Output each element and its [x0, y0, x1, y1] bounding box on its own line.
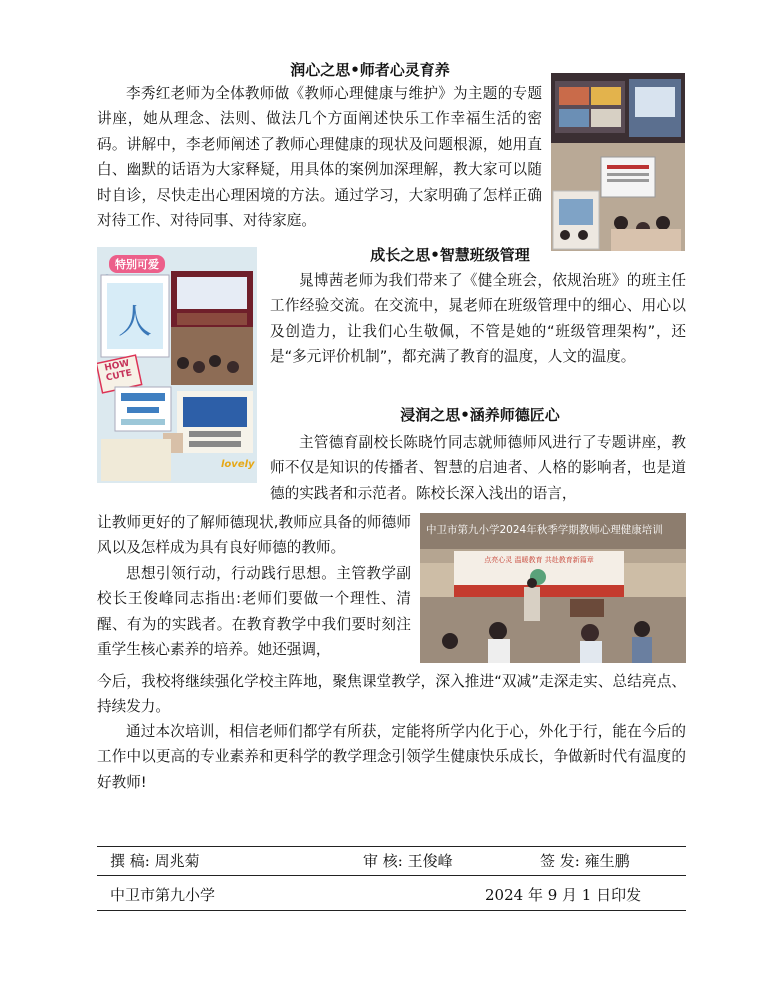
- footer-rule-bottom: [97, 910, 686, 911]
- char-ren: 人: [118, 302, 152, 342]
- section3-title: 浸润之思•涵养师德匠心: [400, 406, 560, 424]
- section4-body-left: 思想引领行动，行动践行思想。主管教学副校长王俊峰同志指出:老师们要做一个理性、清醒、有为的实践者。在教育教学中我们要时刻注重学生核心素养的培养。她还强调，: [97, 565, 411, 659]
- hall-screen-text: 点亮心灵 温暖教育 共赴教育新篇章: [484, 556, 594, 564]
- class-management-collage: [97, 247, 257, 483]
- reviewer-name: 王俊峰: [407, 852, 453, 870]
- footer-rule-top: [97, 846, 686, 847]
- reviewer-label: 审 核:: [363, 852, 403, 870]
- closing-body: 通过本次培训，相信老师们都学有所获，定能将所学内化于心，外化于行，能在今后的工作中以更高的专业素养和更科学的教学理念引领学生健康快乐成长，争做新时代有温度的好教师!: [97, 723, 686, 791]
- footer-date: 2024 年 9 月 1 日印发: [485, 886, 642, 904]
- section2-body: 晁博茜老师为我们带来了《健全班会，依规治班》的班主任工作经验交流。在交流中，晁老师在班级管理中的细心、用心以及创造力，让我们心生敬佩，不管是她的“班级管理架构”，还是“多元评价机制”，都充满了教育的温度，人文的温度。: [270, 272, 686, 366]
- section3-body-left: 让教师更好的了解师德现状,教师应具备的师德师风以及怎样成为具有良好师德的教师。: [97, 514, 411, 557]
- how-cute-sticker: HOW CUTE: [103, 358, 133, 384]
- issuer-name: 雍生鹏: [584, 852, 630, 870]
- section1-body: 李秀红老师为全体教师做《教师心理健康与维护》为主题的专题讲座，她从理念、法则、做法几个方面阐述快乐工作幸福生活的密码。讲解中，李老师阐述了教师心理健康的现状及问题根源，她用直白、幽默的话语为大家释疑，用具体的案例加深理解，教大家可以随时自诊，尽快走出心理困境的方法。通过学习，大家明确了怎样正确对待工作、对待同事、对待家庭。: [97, 85, 542, 230]
- footer-reviewer: [363, 850, 453, 871]
- author-label: 撰 稿:: [110, 852, 150, 870]
- footer-author: [110, 850, 200, 871]
- section4-body-full: 今后，我校将继续强化学校主阵地，聚焦课堂教学，深入推进“双减”走深走实、总结亮点、持续发力。: [97, 673, 686, 716]
- lovely-sticker: lovely: [221, 459, 255, 470]
- footer-rule-middle: [97, 875, 686, 876]
- section3-body-top: 主管德育副校长陈晓竹同志就师德师风进行了专题讲座，教师不仅是知识的传播者、智慧的启迪者、人格的影响者，也是道德的实践者和示范者。陈校长深入浅出的语言，: [270, 434, 686, 502]
- section1-title: 润心之思•师者心灵育养: [290, 61, 450, 79]
- footer-school: 中卫市第九小学: [110, 886, 216, 904]
- cute-badge: 特别可爱: [109, 255, 165, 273]
- author-name: 周兆菊: [154, 852, 200, 870]
- issuer-label: 签 发:: [540, 852, 580, 870]
- lecture-collage-photo: [551, 73, 685, 251]
- training-hall-photo: [420, 513, 686, 663]
- footer-issuer: [540, 850, 630, 871]
- section2-title: 成长之思•智慧班级管理: [370, 246, 530, 264]
- training-banner: 中卫市第九小学2024年秋季学期教师心理健康培训: [426, 524, 663, 536]
